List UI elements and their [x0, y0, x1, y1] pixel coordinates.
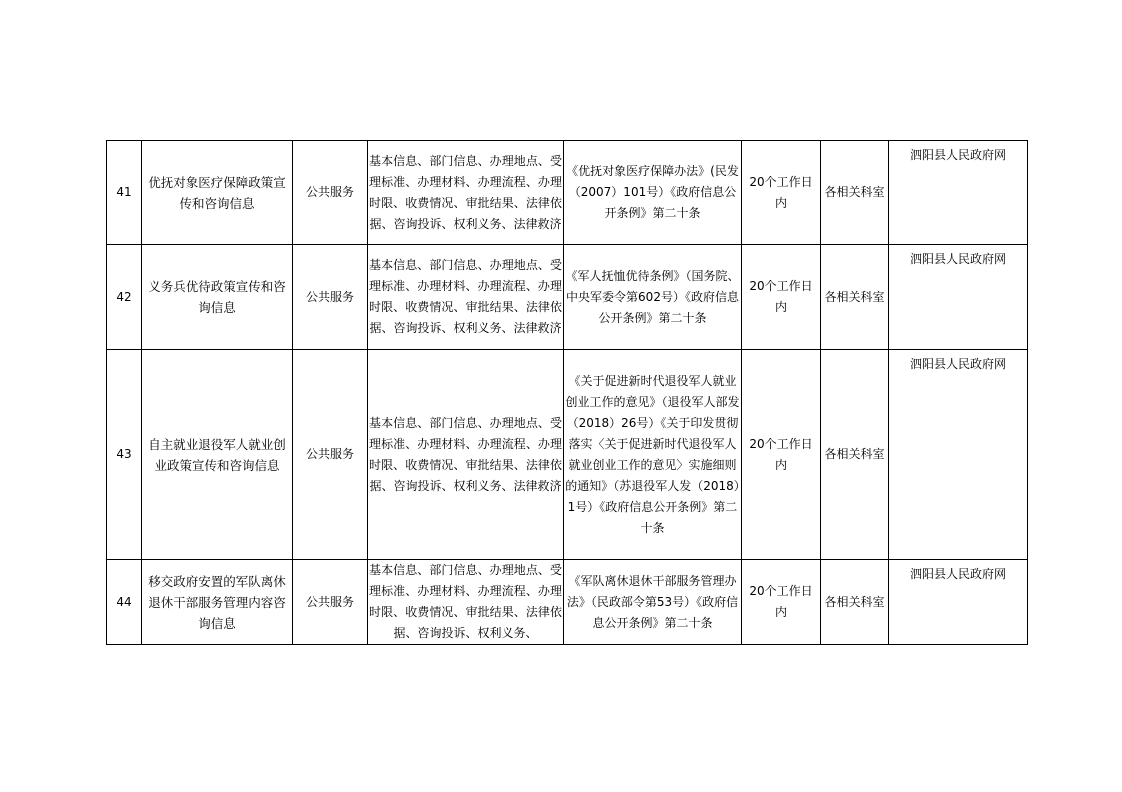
item-basis: 《军人抚恤优待条例》（国务院、中央军委令第602号）《政府信息公开条例》第二十条: [564, 245, 742, 350]
item-basis: 《优抚对象医疗保障办法》(民发（2007）101号）《政府信息公开条例》第二十条: [564, 141, 742, 245]
item-time-limit: 20个工作日内: [742, 245, 821, 350]
item-content: 基本信息、部门信息、办理地点、受理标准、办理材料、办理流程、办理时限、收费情况、审批结果、法律依据、咨询投诉、权利义务、: [368, 560, 564, 645]
row-number: 41: [107, 141, 142, 245]
table-row: [107, 560, 1028, 645]
item-basis: 《关于促进新时代退役军人就业创业工作的意见》（退役军人部发（2018）26号）《关于印发贯彻落实〈关于促进新时代退役军人就业创业工作的意见〉实施细则的通知》（苏退役军人发（2018）1号）《政府信息公开条例》第二十条: [564, 350, 742, 560]
row-number: 43: [107, 350, 142, 560]
item-time-limit: 20个工作日内: [742, 560, 821, 645]
disclosure-table: [106, 140, 1028, 645]
table-row: [107, 141, 1028, 245]
item-category: 公共服务: [293, 141, 368, 245]
item-channel: 泗阳县人民政府网: [889, 141, 1028, 245]
row-number: 44: [107, 560, 142, 645]
item-content: 基本信息、部门信息、办理地点、受理标准、办理材料、办理流程、办理时限、收费情况、审批结果、法律依据、咨询投诉、权利义务、法律救济: [368, 141, 564, 245]
item-channel: 泗阳县人民政府网: [889, 245, 1028, 350]
item-time-limit: 20个工作日内: [742, 141, 821, 245]
item-content: 基本信息、部门信息、办理地点、受理标准、办理材料、办理流程、办理时限、收费情况、审批结果、法律依据、咨询投诉、权利义务、法律救济: [368, 245, 564, 350]
item-department: 各相关科室: [821, 560, 889, 645]
item-name: 义务兵优待政策宣传和咨询信息: [142, 245, 293, 350]
item-name: 移交政府安置的军队离休退休干部服务管理内容咨询信息: [142, 560, 293, 645]
item-department: 各相关科室: [821, 141, 889, 245]
item-department: 各相关科室: [821, 350, 889, 560]
item-channel: 泗阳县人民政府网: [889, 350, 1028, 560]
table-row: [107, 245, 1028, 350]
item-department: 各相关科室: [821, 245, 889, 350]
item-category: 公共服务: [293, 350, 368, 560]
item-channel: 泗阳县人民政府网: [889, 560, 1028, 645]
item-basis: 《军队离休退休干部服务管理办法》（民政部令第53号）《政府信息公开条例》第二十条: [564, 560, 742, 645]
item-name: 优抚对象医疗保障政策宣传和咨询信息: [142, 141, 293, 245]
item-content: 基本信息、部门信息、办理地点、受理标准、办理材料、办理流程、办理时限、收费情况、审批结果、法律依据、咨询投诉、权利义务、法律救济: [368, 350, 564, 560]
item-category: 公共服务: [293, 560, 368, 645]
item-time-limit: 20个工作日内: [742, 350, 821, 560]
item-name: 自主就业退役军人就业创业政策宣传和咨询信息: [142, 350, 293, 560]
row-number: 42: [107, 245, 142, 350]
item-category: 公共服务: [293, 245, 368, 350]
table-row: [107, 350, 1028, 560]
